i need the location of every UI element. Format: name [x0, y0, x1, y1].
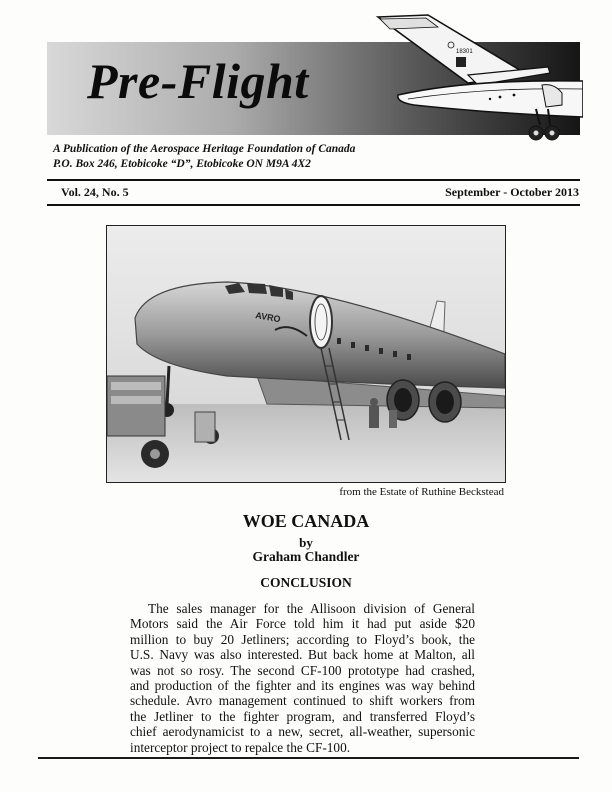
article-byline: by — [299, 535, 313, 550]
article-body — [130, 601, 475, 755]
issue-bottom-rule — [47, 204, 580, 206]
body-line: the Jetliner to the fighter program, and transferred Floyd’s — [130, 708, 475, 724]
volume-number: Vol. 24, No. 5 — [61, 185, 129, 199]
body-line: million to buy 20 Jetliners; according to Floyd’s book, the — [130, 631, 475, 647]
body-line: and production of the fighter and its engines was way behind — [130, 678, 475, 694]
body-line: Motors said the Air Force told him it had put aside $20 — [130, 616, 475, 632]
issue-top-rule — [47, 179, 580, 181]
article-title: WOE CANADA — [242, 511, 370, 531]
photo-nose-lettering: AVRO — [254, 310, 282, 325]
article-section-heading: CONCLUSION — [260, 575, 352, 590]
masthead-title: Pre-Flight — [87, 53, 309, 109]
address-line: P.O. Box 246, Etobicoke “D”, Etobicoke ON M9A 4X2 — [53, 158, 311, 170]
publication-line: A Publication of the Aerospace Heritage Foundation of Canada — [53, 143, 356, 155]
issue-date: September - October 2013 — [445, 185, 579, 199]
body-line: chief aerodynamicist to a new, secret, all-weather, supersonic — [130, 724, 475, 740]
photo-caption: from the Estate of Ruthine Beckstead — [339, 486, 504, 498]
body-line: was not so rosy. The second CF-100 prototype had crashed, — [130, 662, 475, 678]
page-bottom-rule — [38, 757, 579, 759]
tail-number: 18301 — [456, 49, 473, 55]
body-line: schedule. Avro management continued to shift workers from — [130, 693, 475, 709]
body-line: U.S. Navy was also interested. But back home at Malton, all — [130, 647, 475, 663]
masthead-jet-illustration — [318, 5, 583, 145]
body-line: interceptor project to repalce the CF-100. — [130, 739, 351, 755]
body-line: The sales manager for the Allisoon division of General — [148, 601, 475, 616]
cover-photo-avro-jetliner — [106, 225, 506, 483]
article-author: Graham Chandler — [252, 549, 360, 564]
